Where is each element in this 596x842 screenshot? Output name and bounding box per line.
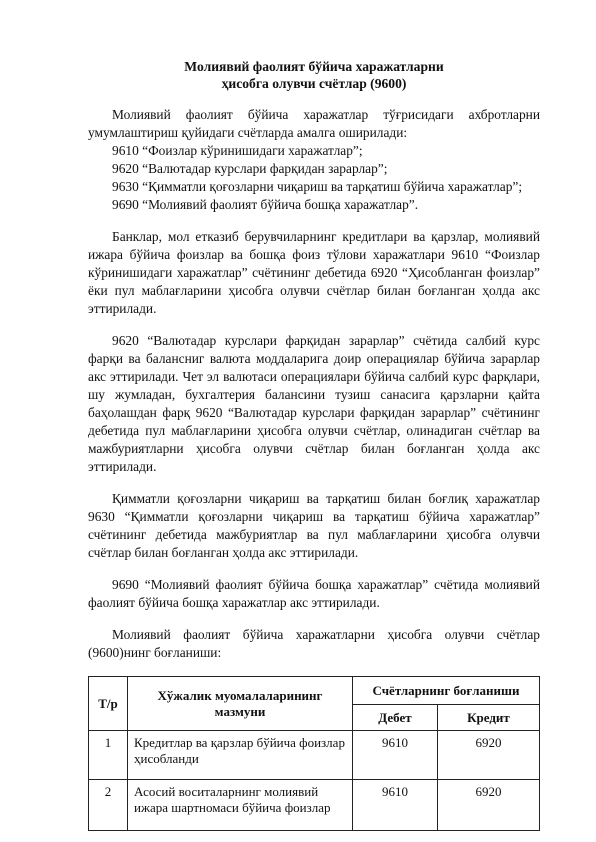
header-num: Т/р <box>89 677 128 731</box>
row-description: Кредитлар ва қарзлар бўйича фоизлар ҳисобланди <box>128 731 353 780</box>
header-credit: Кредит <box>437 705 539 731</box>
row-num: 1 <box>89 731 128 780</box>
row-debit: 9610 <box>353 780 438 831</box>
table-row <box>89 780 540 831</box>
paragraph-interest: Банклар, мол етказиб берувчиларнинг кредитлари ва қарзлар, молиявий ижара бўйича фоизлар ва бошқа фоиз тўлови харажатлари 9610 “Фоизлар кўринишидаги харажатлар” счётининг дебетида 6920 “Ҳисобланган фоизлар” ёки пул маблағларини ҳисобга олувчи счётлар билан боғланган ҳолда акс эттирилади. <box>88 229 540 316</box>
row-credit: 6920 <box>437 731 539 780</box>
intro-text: Молиявий фаолият бўйича харажатлар тўғрисидаги ахбротларни умумлаштириш қуйидаги счётларда амалга оширилади: <box>88 107 540 140</box>
account-item-9630: 9630 “Қимматли қоғозларни чиқариш ва тарқатиш бўйича харажатлар”; <box>112 179 523 194</box>
account-item-9620: 9620 “Валютадар курслари фарқидан зарарлар”; <box>112 161 388 176</box>
accounts-table <box>88 676 540 831</box>
header-debit: Дебет <box>353 705 438 731</box>
table-row <box>89 731 540 780</box>
paragraph-table-intro: Молиявий фаолият бўйича харажатларни ҳисобга олувчи счётлар (9600)нинг боғланиши: <box>88 627 540 660</box>
header-description: Хўжалик муомалаларининг мазмуни <box>128 677 353 731</box>
document-title <box>88 58 540 92</box>
row-description: Асосий воситаларнинг молиявий ижара шартномаси бўйича фоизлар <box>128 780 353 831</box>
paragraph-securities: Қимматли қоғозларни чиқариш ва тарқатиш билан боғлиқ харажатлар 9630 “Қимматли қоғозларни чиқариш ва тарқатиш бўйича харажатлар” счётининг дебетида мажбуриятлар ва пул маблағларини ҳисобга олувчи счётлар билан боғланган ҳолда акс эттирилади. <box>88 491 540 560</box>
row-debit: 9610 <box>353 731 438 780</box>
paragraph-currency: 9620 “Валютадар курслари фарқидан зарарлар” счётида салбий курс фарқи ва балансниг валюта моддаларига доир операциялар бўйича зарарлар акс эттирилади. Чет эл валютаси операциялари бўйича салбий курс фарқлари, шу жумладан, бухгалтерия балансини тузиш санасига қарзларни қайта баҳолашдан фарқ 9620 “Валютадар курслари фарқидан зарарлар” счётининг дебетида пул маблағларини ҳисобга олувчи счётлар, олинадиган счётлар ва мажбуриятларни ҳисобга олувчи счётлар билан боғланган ҳолда акс эттирилади. <box>88 333 540 474</box>
row-num: 2 <box>89 780 128 831</box>
header-accounts-group: Счётларнинг боғланиши <box>353 677 540 705</box>
intro-section <box>88 106 540 214</box>
paragraph-other: 9690 “Молиявий фаолият бўйича бошқа харажатлар” счётида молиявий фаолият бўйича бошқа харажатлар акс эттирилади. <box>88 577 540 610</box>
title-line-2: ҳисобга олувчи счётлар (9600) <box>221 76 407 91</box>
account-item-9610: 9610 “Фоизлар кўринишидаги харажатлар”; <box>112 143 363 158</box>
title-line-1: Молиявий фаолият бўйича харажатларни <box>184 59 444 74</box>
row-credit: 6920 <box>437 780 539 831</box>
account-item-9690: 9690 “Молиявий фаолият бўйича бошқа харажатлар”. <box>112 197 419 212</box>
